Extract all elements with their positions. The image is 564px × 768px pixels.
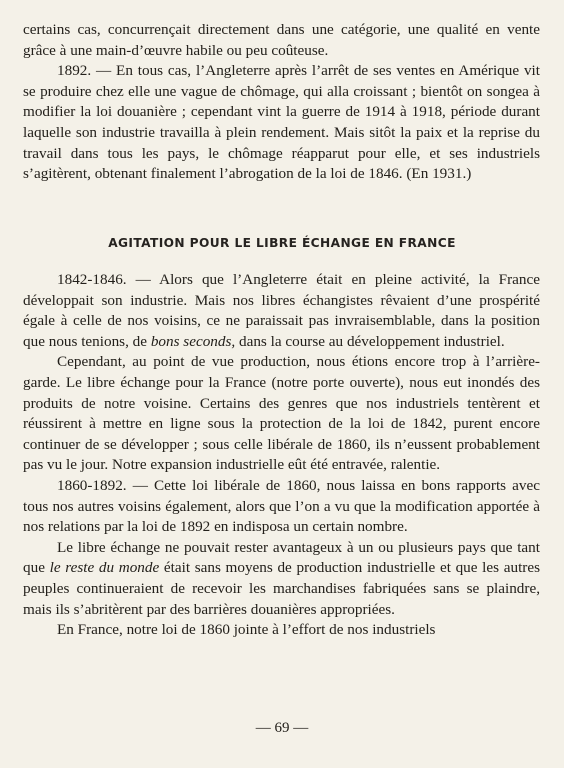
section-heading: AGITATION POUR LE LIBRE ÉCHANGE EN FRANCE xyxy=(108,236,456,250)
paragraph-1892: 1892. — En tous cas, l’Angleterre après l’arrêt de ses ventes en Amérique vit se produire chez elle une vague de chômage, qui alla croissant ; bientôt on songea à modifier la loi douanière ; cependant vint la guerre de 1914 à 1918, période durant laquelle son industrie travailla à plein rendement. Mais sitôt la paix et la reprise du travail dans tous les pays, le chômage réapparut pour elle, et ses industriels s’agitèrent, obtenant finalement l’abrogation de la loi de 1846. (En 1931.) xyxy=(23,62,540,183)
paragraph-libre-text-a: Le libre échange ne pouvait rester avantageux à un ou plusieurs pays que tant que xyxy=(23,538,540,577)
continued-paragraph: certains cas, concurrençait directement dans une catégorie, une qualité en vente grâce à une main-d’œuvre habile ou peu coûteuse. xyxy=(23,21,540,59)
page-number: — 69 — xyxy=(255,720,309,736)
paragraph-cependant: Cependant, au point de vue production, nous étions encore trop à l’arrière-garde. Le libre échange pour la France (notre porte ouverte), nous eut inondés des produits de notre voisine. Certains des genres que nos industriels tentèrent et réussirent à mettre en ligne sous la protection de la loi de 1842, purent encore continuer de se développer ; sous celle libérale de 1860, ils n’eussent probablement pas vu le jour. Notre expansion industrielle eût été entravée, ralentie. xyxy=(23,353,540,474)
paragraph-libre-echange xyxy=(23,538,540,620)
paragraph-1842-1846 xyxy=(23,270,540,352)
main-text-block xyxy=(23,270,540,641)
paragraph-libre-emphasis: le reste du monde xyxy=(49,559,160,577)
paragraph-1842-text-a: 1842-1846. — Alors que l’Angleterre était en pleine activité, la France développait son industrie. Mais nos libres échangistes rêvaient d’une prospérité égale à celle de nos voisins, ce ne paraissait pas invraisemblable, dans la position que nous tenions, de xyxy=(23,271,540,350)
paragraph-libre-text-b: était sans moyens de production industrielle et que les autres peuples continueraient de recevoir les marchandises fabriquées sans se plaindre, mais ils s’abritèrent par des barrières douanières appropriées. xyxy=(23,559,540,618)
top-text-block xyxy=(23,20,540,185)
paragraph-1842-text-b: dans la course au développement industriel. xyxy=(235,332,505,350)
paragraph-en-france: En France, notre loi de 1860 jointe à l’effort de nos industriels xyxy=(57,621,436,639)
paragraph-1842-emphasis: bons seconds, xyxy=(150,332,236,350)
paragraph-1860-1892: 1860-1892. — Cette loi libérale de 1860, nous laissa en bons rapports avec tous nos autres voisins également, alors que l’on a vu que la modification apportée à nos relations par la loi de 1892 en indisposa un certain nombre. xyxy=(23,476,540,536)
